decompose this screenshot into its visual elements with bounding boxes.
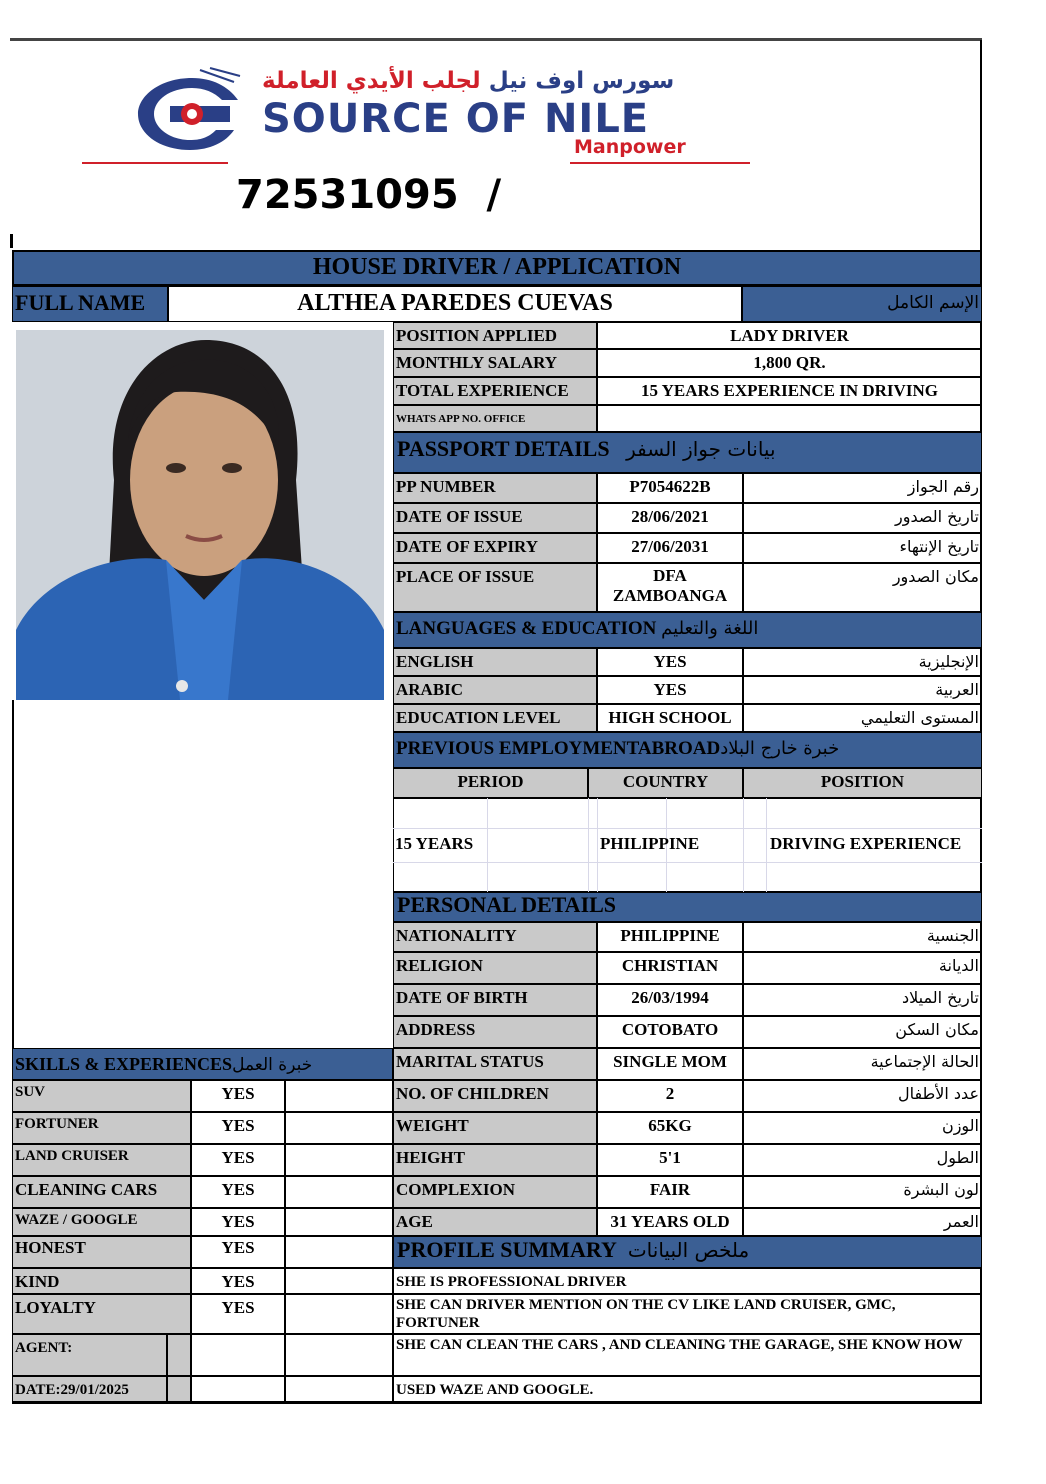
languages-heading-en: LANGUAGES & EDUCATION xyxy=(396,618,657,639)
weight-value: 65KG xyxy=(597,1112,743,1144)
total-experience-value: 15 YEARS EXPERIENCE IN DRIVING xyxy=(597,377,982,405)
employment-col-position: POSITION xyxy=(743,768,982,798)
skill-blank xyxy=(285,1236,393,1268)
whatsapp-value xyxy=(597,405,982,432)
place-of-issue-label-ar: مكان الصدور xyxy=(743,563,982,612)
date-blank xyxy=(191,1376,285,1402)
date-spacer xyxy=(167,1376,191,1402)
complexion-label-ar: لون البشرة xyxy=(743,1176,982,1208)
skill-label-land-cruiser: LAND CRUISER xyxy=(12,1144,191,1176)
nationality-label: NATIONALITY xyxy=(393,922,597,952)
logo-underline-left xyxy=(82,162,228,164)
pp-number-label-ar: رقم الجواز xyxy=(743,473,982,503)
education-level-value: HIGH SCHOOL xyxy=(597,704,743,732)
summary-heading-en: PROFILE SUMMARY xyxy=(397,1237,617,1262)
applicant-photo xyxy=(16,330,384,700)
phone-number: 72531095 / xyxy=(236,172,502,218)
company-arabic-name-part2: لجلب الأيدي العاملة xyxy=(262,68,481,94)
company-logo-icon xyxy=(130,66,248,158)
place-of-issue-value: DFA ZAMBOANGA xyxy=(597,563,743,612)
date-of-birth-value: 26/03/1994 xyxy=(597,984,743,1016)
height-value: 5'1 xyxy=(597,1144,743,1176)
summary-line: USED WAZE AND GOOGLE. xyxy=(393,1376,982,1402)
company-arabic-name xyxy=(262,68,674,94)
agent-label: AGENT: xyxy=(12,1334,167,1376)
total-experience-label: TOTAL EXPERIENCE xyxy=(393,377,597,405)
summary-heading-ar: ملخص البيانات xyxy=(627,1238,750,1262)
date-of-issue-value: 28/06/2021 xyxy=(597,503,743,533)
position-applied-label: POSITION APPLIED xyxy=(393,322,597,349)
date-of-issue-label: DATE OF ISSUE xyxy=(393,503,597,533)
skill-value-honest: YES xyxy=(191,1236,285,1268)
skill-label-fortuner: FORTUNER xyxy=(12,1112,191,1144)
english-label: ENGLISH xyxy=(393,648,597,676)
employment-period: 15 YEARS xyxy=(395,834,474,853)
skill-value-suv: YES xyxy=(191,1080,285,1112)
employment-col-country: COUNTRY xyxy=(588,768,743,798)
languages-heading-ar: اللغة والتعليم xyxy=(661,618,759,639)
agent-blank xyxy=(191,1334,285,1376)
employment-heading-ar: خبرة خارج البلاد xyxy=(720,738,840,759)
religion-value: CHRISTIAN xyxy=(597,952,743,984)
complexion-label: COMPLEXION xyxy=(393,1176,597,1208)
monthly-salary-label: MONTHLY SALARY xyxy=(393,349,597,377)
employment-country: PHILIPPINE xyxy=(600,834,700,853)
passport-heading-en: PASSPORT DETAILS xyxy=(397,436,610,461)
religion-label: RELIGION xyxy=(393,952,597,984)
religion-label-ar: الديانة xyxy=(743,952,982,984)
skill-label-waze-google: WAZE / GOOGLE xyxy=(12,1208,191,1236)
summary-line: SHE IS PROFESSIONAL DRIVER xyxy=(393,1268,982,1294)
employment-col-period: PERIOD xyxy=(393,768,588,798)
age-label: AGE xyxy=(393,1208,597,1236)
date-of-birth-label: DATE OF BIRTH xyxy=(393,984,597,1016)
age-value: 31 YEARS OLD xyxy=(597,1208,743,1236)
arabic-label: ARABIC xyxy=(393,676,597,704)
arabic-label-ar: العربية xyxy=(743,676,982,704)
address-label: ADDRESS xyxy=(393,1016,597,1048)
employment-gridline xyxy=(743,798,744,892)
marital-status-label: MARITAL STATUS xyxy=(393,1048,597,1080)
summary-line: SHE CAN DRIVER MENTION ON THE CV LIKE LAND CRUISER, GMC, FORTUNER xyxy=(393,1294,982,1334)
pp-number-value: P7054622B xyxy=(597,473,743,503)
summary-heading xyxy=(393,1236,982,1268)
employment-gridline xyxy=(393,828,982,829)
skill-blank xyxy=(285,1208,393,1236)
children-label: NO. OF CHILDREN xyxy=(393,1080,597,1112)
education-level-label: EDUCATION LEVEL xyxy=(393,704,597,732)
place-of-issue-label: PLACE OF ISSUE xyxy=(393,563,597,612)
skill-blank xyxy=(285,1176,393,1208)
date-of-expiry-label: DATE OF EXPIRY xyxy=(393,533,597,563)
form-title: HOUSE DRIVER / APPLICATION xyxy=(12,250,982,286)
skills-heading xyxy=(12,1048,393,1080)
employment-gridline xyxy=(588,798,589,892)
summary-line: SHE CAN CLEAN THE CARS , AND CLEANING THE GARAGE, SHE KNOW HOW xyxy=(393,1334,982,1376)
skill-value-waze-google: YES xyxy=(191,1208,285,1236)
passport-heading xyxy=(393,432,982,473)
english-label-ar: الإنجليزية xyxy=(743,648,982,676)
employment-heading xyxy=(393,732,982,768)
nationality-value: PHILIPPINE xyxy=(597,922,743,952)
company-arabic-name-part1: سورس اوف نيل xyxy=(488,68,675,94)
marital-status-value: SINGLE MOM xyxy=(597,1048,743,1080)
skill-blank xyxy=(285,1112,393,1144)
whatsapp-label: WHATS APP NO. OFFICE xyxy=(393,405,597,432)
employment-heading-en: PREVIOUS EMPLOYMENTABROAD xyxy=(396,738,721,759)
date-of-birth-label-ar: تاريخ الميلاد xyxy=(743,984,982,1016)
skill-blank xyxy=(285,1144,393,1176)
date-label: DATE:29/01/2025 xyxy=(12,1376,167,1402)
skill-blank xyxy=(285,1080,393,1112)
address-label-ar: مكان السكن xyxy=(743,1016,982,1048)
logo-underline-right xyxy=(570,162,750,164)
personal-heading: PERSONAL DETAILS xyxy=(393,892,982,922)
left-column-border xyxy=(12,700,14,1048)
marital-status-label-ar: الحالة الإجتماعية xyxy=(743,1048,982,1080)
weight-label-ar: الوزن xyxy=(743,1112,982,1144)
skill-value-kind: YES xyxy=(191,1268,285,1294)
agent-spacer xyxy=(167,1334,191,1376)
employment-gridline xyxy=(766,798,767,892)
bottom-border xyxy=(12,1401,982,1404)
position-applied-value: LADY DRIVER xyxy=(597,322,982,349)
skills-heading-en: SKILLS & EXPERIENCES xyxy=(15,1054,233,1074)
date-of-expiry-label-ar: تاريخ الإنتهاء xyxy=(743,533,982,563)
skill-value-land-cruiser: YES xyxy=(191,1144,285,1176)
full-name-label: FULL NAME xyxy=(12,286,168,322)
employment-position: DRIVING EXPERIENCE xyxy=(770,834,962,853)
skill-value-cleaning-cars: YES xyxy=(191,1176,285,1208)
margin-mark xyxy=(10,234,13,248)
date-blank xyxy=(285,1376,393,1402)
age-label-ar: العمر xyxy=(743,1208,982,1236)
skill-label-loyalty: LOYALTY xyxy=(12,1294,191,1334)
height-label: HEIGHT xyxy=(393,1144,597,1176)
nationality-label-ar: الجنسية xyxy=(743,922,982,952)
company-name: SOURCE OF NILE xyxy=(262,96,650,142)
monthly-salary-value: 1,800 QR. xyxy=(597,349,982,377)
skill-label-kind: KIND xyxy=(12,1268,191,1294)
full-name-value: ALTHEA PAREDES CUEVAS xyxy=(168,286,742,322)
agent-blank xyxy=(285,1334,393,1376)
english-value: YES xyxy=(597,648,743,676)
children-value: 2 xyxy=(597,1080,743,1112)
date-of-issue-label-ar: تاريخ الصدور xyxy=(743,503,982,533)
pp-number-label: PP NUMBER xyxy=(393,473,597,503)
skill-value-fortuner: YES xyxy=(191,1112,285,1144)
arabic-value: YES xyxy=(597,676,743,704)
skill-value-loyalty: YES xyxy=(191,1294,285,1334)
complexion-value: FAIR xyxy=(597,1176,743,1208)
skill-label-cleaning-cars: CLEANING CARS xyxy=(12,1176,191,1208)
full-name-label-ar: الإسم الكامل xyxy=(742,286,982,322)
height-label-ar: الطول xyxy=(743,1144,982,1176)
weight-label: WEIGHT xyxy=(393,1112,597,1144)
employment-gridline xyxy=(393,862,982,863)
company-subtitle: Manpower xyxy=(574,136,686,158)
skills-heading-ar: خبرة العمل xyxy=(232,1055,313,1075)
languages-heading xyxy=(393,612,982,648)
address-value: COTOBATO xyxy=(597,1016,743,1048)
date-of-expiry-value: 27/06/2031 xyxy=(597,533,743,563)
children-label-ar: عدد الأطفال xyxy=(743,1080,982,1112)
skill-label-honest: HONEST xyxy=(12,1236,191,1268)
passport-heading-ar: بيانات جواز السفر xyxy=(626,437,776,461)
skill-blank xyxy=(285,1268,393,1294)
skill-label-suv: SUV xyxy=(12,1080,191,1112)
skill-blank xyxy=(285,1294,393,1334)
education-level-label-ar: المستوى التعليمي xyxy=(743,704,982,732)
